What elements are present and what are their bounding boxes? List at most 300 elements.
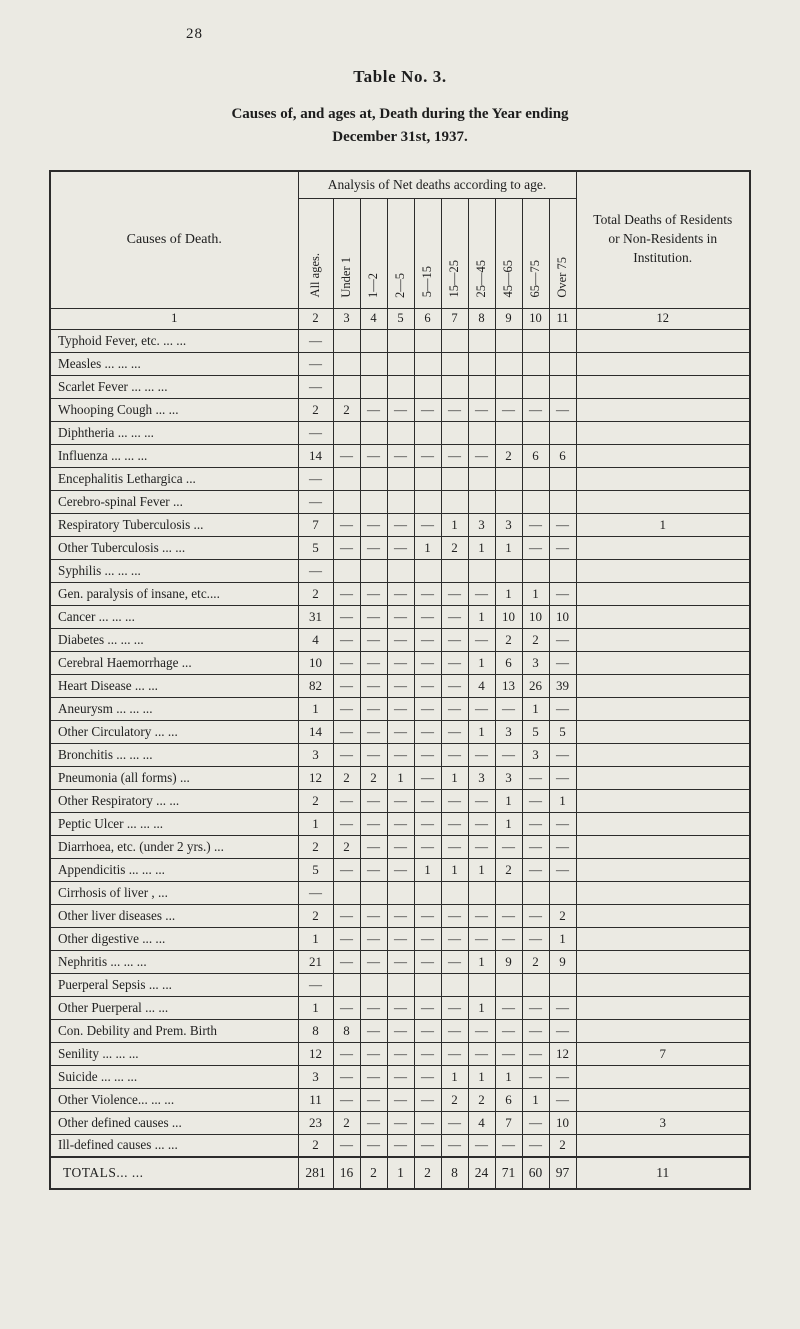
age-cell (441, 467, 468, 490)
age-cell (522, 329, 549, 352)
age-cell: — (298, 973, 333, 996)
age-cell: 21 (298, 950, 333, 973)
age-cell: 1 (468, 651, 495, 674)
age-cell: — (298, 329, 333, 352)
age-cell (549, 421, 576, 444)
age-cell: 71 (495, 1157, 522, 1189)
age-cell: — (360, 835, 387, 858)
cause-row (50, 812, 750, 835)
age-column-label: 15—25 (447, 260, 461, 298)
cause-row (50, 1065, 750, 1088)
column-number: 2 (298, 308, 333, 329)
cause-row (50, 835, 750, 858)
age-cell (360, 881, 387, 904)
age-cell: — (333, 927, 360, 950)
age-cell: 14 (298, 444, 333, 467)
age-cell: — (549, 1065, 576, 1088)
age-cell (333, 973, 360, 996)
age-cell (495, 421, 522, 444)
cause-name: Heart Disease ... ... (50, 674, 298, 697)
cause-row (50, 536, 750, 559)
age-cell: — (333, 444, 360, 467)
age-cell: 1 (549, 789, 576, 812)
age-cell: — (414, 513, 441, 536)
age-cell: — (495, 1042, 522, 1065)
age-cell: — (333, 743, 360, 766)
age-cell: 1 (522, 582, 549, 605)
age-column-label: 45—65 (501, 260, 515, 298)
age-column-label: 25—45 (474, 260, 488, 298)
age-cell: 1 (495, 1065, 522, 1088)
age-cell: — (414, 444, 441, 467)
age-cell: — (387, 582, 414, 605)
cause-row (50, 1019, 750, 1042)
age-cell: 1 (298, 927, 333, 950)
age-cell: — (549, 743, 576, 766)
age-cell: — (360, 1134, 387, 1157)
age-cell: — (387, 950, 414, 973)
age-cell (549, 559, 576, 582)
cause-name: Typhoid Fever, etc. ... ... (50, 329, 298, 352)
age-cell: — (522, 1019, 549, 1042)
age-cell (360, 329, 387, 352)
age-cell: 4 (468, 1111, 495, 1134)
age-cell: 5 (549, 720, 576, 743)
institution-total-cell (576, 467, 750, 490)
age-cell (468, 467, 495, 490)
age-cell: — (468, 927, 495, 950)
age-column-label: Under 1 (339, 257, 353, 298)
age-cell: — (360, 398, 387, 421)
age-cell: — (495, 996, 522, 1019)
age-cell: 82 (298, 674, 333, 697)
age-cell: — (333, 628, 360, 651)
institution-total-cell (576, 766, 750, 789)
age-cell: — (298, 490, 333, 513)
age-column-header (441, 198, 468, 308)
column-number: 10 (522, 308, 549, 329)
cause-row (50, 927, 750, 950)
age-cell: — (414, 605, 441, 628)
cause-row (50, 766, 750, 789)
age-cell: 2 (414, 1157, 441, 1189)
cause-name: Other Circulatory ... ... (50, 720, 298, 743)
age-cell: — (468, 812, 495, 835)
age-cell: — (522, 927, 549, 950)
age-cell: — (333, 697, 360, 720)
age-cell: 281 (298, 1157, 333, 1189)
age-cell: 10 (298, 651, 333, 674)
age-cell (441, 375, 468, 398)
age-cell: — (441, 743, 468, 766)
age-column-label: 1—2 (366, 272, 380, 298)
age-cell: — (360, 950, 387, 973)
age-cell (495, 559, 522, 582)
cause-name: Syphilis ... ... ... (50, 559, 298, 582)
cause-name: Senility ... ... ... (50, 1042, 298, 1065)
cause-row (50, 720, 750, 743)
age-cell: 1 (549, 927, 576, 950)
age-cell: — (522, 789, 549, 812)
institution-total-cell (576, 559, 750, 582)
age-cell: — (333, 582, 360, 605)
age-cell (522, 490, 549, 513)
age-cell (360, 421, 387, 444)
age-cell (387, 881, 414, 904)
age-cell: — (360, 444, 387, 467)
cause-row (50, 881, 750, 904)
age-cell: — (495, 835, 522, 858)
cause-name: Appendicitis ... ... ... (50, 858, 298, 881)
age-cell: 2 (298, 904, 333, 927)
age-cell: — (298, 559, 333, 582)
age-cell (441, 973, 468, 996)
age-cell (522, 467, 549, 490)
age-cell: 2 (360, 766, 387, 789)
age-cell: 2 (441, 1088, 468, 1111)
column-number: 6 (414, 308, 441, 329)
total-deaths-header: Total Deaths of Residents or Non-Residents in Institution. (576, 171, 750, 309)
institution-total-cell: 7 (576, 1042, 750, 1065)
cause-row (50, 559, 750, 582)
cause-name: Other Respiratory ... ... (50, 789, 298, 812)
age-cell: — (414, 651, 441, 674)
age-cell (387, 490, 414, 513)
institution-total-cell (576, 444, 750, 467)
age-cell: — (333, 651, 360, 674)
institution-total-cell (576, 674, 750, 697)
institution-total-cell (576, 973, 750, 996)
age-cell: — (333, 513, 360, 536)
age-cell: 1 (387, 766, 414, 789)
cause-row (50, 444, 750, 467)
age-cell: 1 (468, 858, 495, 881)
institution-total-cell: 3 (576, 1111, 750, 1134)
age-cell: 4 (298, 628, 333, 651)
age-cell (333, 881, 360, 904)
institution-total-cell (576, 375, 750, 398)
age-column-header (414, 198, 441, 308)
age-cell: — (387, 651, 414, 674)
age-cell: — (360, 605, 387, 628)
age-cell: — (387, 1065, 414, 1088)
age-cell: — (333, 720, 360, 743)
cause-row (50, 789, 750, 812)
age-cell: — (495, 927, 522, 950)
cause-name: Pneumonia (all forms) ... (50, 766, 298, 789)
column-number: 12 (576, 308, 750, 329)
cause-row (50, 973, 750, 996)
age-cell: — (333, 1134, 360, 1157)
age-column-label: 5—15 (420, 266, 434, 298)
age-cell: — (441, 789, 468, 812)
age-cell: — (298, 352, 333, 375)
age-cell: 3 (522, 651, 549, 674)
age-cell (468, 973, 495, 996)
age-cell: — (333, 1065, 360, 1088)
age-cell: 6 (522, 444, 549, 467)
age-cell: — (414, 812, 441, 835)
age-cell: 1 (468, 720, 495, 743)
age-cell: — (468, 789, 495, 812)
age-cell (441, 881, 468, 904)
age-cell: — (441, 1134, 468, 1157)
age-cell (387, 329, 414, 352)
age-cell: 3 (495, 766, 522, 789)
age-cell: — (414, 398, 441, 421)
age-column-header (360, 198, 387, 308)
age-column-header (549, 198, 576, 308)
age-cell: — (414, 628, 441, 651)
cause-row (50, 467, 750, 490)
age-cell: 2 (522, 628, 549, 651)
cause-row (50, 582, 750, 605)
age-cell: — (441, 927, 468, 950)
age-cell: — (522, 398, 549, 421)
age-cell: — (360, 996, 387, 1019)
age-cell: 9 (549, 950, 576, 973)
cause-name: Whooping Cough ... ... (50, 398, 298, 421)
age-cell: — (333, 605, 360, 628)
age-cell (495, 329, 522, 352)
age-cell: 3 (522, 743, 549, 766)
institution-total-cell (576, 352, 750, 375)
analysis-header: Analysis of Net deaths according to age. (298, 171, 576, 199)
age-cell: 6 (495, 1088, 522, 1111)
table-title: Table No. 3. (353, 67, 447, 86)
age-cell: — (360, 536, 387, 559)
column-number: 7 (441, 308, 468, 329)
age-cell (414, 329, 441, 352)
cause-name: Bronchitis ... ... ... (50, 743, 298, 766)
age-cell: — (414, 766, 441, 789)
cause-name: Other digestive ... ... (50, 927, 298, 950)
age-cell (495, 352, 522, 375)
age-cell: — (387, 1042, 414, 1065)
age-cell: — (468, 1019, 495, 1042)
age-cell: 1 (298, 697, 333, 720)
age-cell: 3 (298, 743, 333, 766)
age-cell: — (414, 743, 441, 766)
age-cell: — (522, 835, 549, 858)
cause-row (50, 352, 750, 375)
institution-total-cell (576, 789, 750, 812)
age-cell: — (441, 812, 468, 835)
age-cell (468, 559, 495, 582)
age-cell: — (360, 674, 387, 697)
age-cell (468, 352, 495, 375)
age-cell: — (441, 674, 468, 697)
institution-total-cell (576, 398, 750, 421)
cause-name: Ill-defined causes ... ... (50, 1134, 298, 1157)
cause-name: Influenza ... ... ... (50, 444, 298, 467)
age-cell: — (387, 835, 414, 858)
cause-name: Encephalitis Lethargica ... (50, 467, 298, 490)
cause-name: Gen. paralysis of insane, etc.... (50, 582, 298, 605)
age-cell: — (495, 904, 522, 927)
age-cell (387, 375, 414, 398)
cause-row (50, 996, 750, 1019)
age-cell: — (549, 812, 576, 835)
age-cell: — (360, 927, 387, 950)
age-cell (360, 559, 387, 582)
age-cell: — (522, 858, 549, 881)
age-cell: — (360, 651, 387, 674)
age-cell: — (441, 720, 468, 743)
age-cell: — (495, 743, 522, 766)
cause-name: Nephritis ... ... ... (50, 950, 298, 973)
age-column-header (522, 198, 549, 308)
age-cell (495, 467, 522, 490)
age-cell: — (360, 904, 387, 927)
age-cell: 8 (333, 1019, 360, 1042)
institution-total-cell: 1 (576, 513, 750, 536)
age-cell: — (387, 789, 414, 812)
age-cell (360, 352, 387, 375)
age-cell: — (441, 835, 468, 858)
age-cell: — (549, 1088, 576, 1111)
age-cell: — (468, 444, 495, 467)
age-cell: — (298, 467, 333, 490)
age-cell: — (333, 858, 360, 881)
age-cell: — (387, 858, 414, 881)
institution-total-cell (576, 720, 750, 743)
age-cell: — (414, 950, 441, 973)
age-cell: — (549, 697, 576, 720)
age-cell (549, 352, 576, 375)
age-cell (522, 375, 549, 398)
age-column-header (298, 198, 333, 308)
age-cell: — (333, 1042, 360, 1065)
age-cell (360, 973, 387, 996)
age-column-label: Over 75 (555, 257, 569, 298)
age-cell: — (522, 1111, 549, 1134)
age-cell: — (360, 858, 387, 881)
age-cell: — (495, 1019, 522, 1042)
cause-row (50, 513, 750, 536)
age-cell (468, 421, 495, 444)
age-cell (360, 467, 387, 490)
age-cell: 16 (333, 1157, 360, 1189)
age-column-header (387, 198, 414, 308)
age-cell: — (441, 697, 468, 720)
age-cell: 1 (468, 950, 495, 973)
age-cell: — (414, 835, 441, 858)
age-cell: — (333, 674, 360, 697)
institution-total-cell (576, 996, 750, 1019)
column-number: 8 (468, 308, 495, 329)
age-cell: — (441, 904, 468, 927)
totals-label: TOTALS... ... (50, 1157, 298, 1189)
age-column-header (495, 198, 522, 308)
age-cell: — (333, 1088, 360, 1111)
age-cell: 2 (495, 858, 522, 881)
age-cell: 2 (298, 398, 333, 421)
age-cell (468, 490, 495, 513)
age-cell: 1 (495, 789, 522, 812)
age-cell (387, 559, 414, 582)
age-cell (414, 559, 441, 582)
age-cell: 2 (298, 835, 333, 858)
age-cell: 2 (333, 766, 360, 789)
age-cell: 2 (298, 1134, 333, 1157)
age-cell: — (549, 996, 576, 1019)
age-cell (495, 973, 522, 996)
cause-row (50, 904, 750, 927)
age-cell (387, 352, 414, 375)
age-column-label: 2—5 (393, 272, 407, 298)
age-cell: 1 (522, 1088, 549, 1111)
age-cell: 1 (468, 605, 495, 628)
age-cell: — (414, 720, 441, 743)
age-cell: — (387, 697, 414, 720)
institution-total-cell (576, 628, 750, 651)
age-cell: — (549, 766, 576, 789)
cause-name: Cerebral Haemorrhage ... (50, 651, 298, 674)
institution-total-cell (576, 329, 750, 352)
age-cell: — (387, 536, 414, 559)
cause-name: Cerebro-spinal Fever ... (50, 490, 298, 513)
column-number-row (50, 308, 750, 329)
institution-total-cell (576, 904, 750, 927)
age-cell: 1 (298, 996, 333, 1019)
age-cell (441, 352, 468, 375)
age-cell (333, 490, 360, 513)
age-cell: — (522, 536, 549, 559)
age-cell: — (441, 950, 468, 973)
age-cell: — (441, 1111, 468, 1134)
age-cell: 10 (549, 605, 576, 628)
cause-name: Suicide ... ... ... (50, 1065, 298, 1088)
cause-row (50, 490, 750, 513)
age-cell: 2 (333, 835, 360, 858)
age-cell: — (468, 582, 495, 605)
age-cell: — (522, 996, 549, 1019)
cause-row (50, 858, 750, 881)
institution-total-cell (576, 421, 750, 444)
table-subtitle-line2: December 31st, 1937. (332, 129, 468, 146)
age-cell (549, 881, 576, 904)
age-cell: — (360, 1042, 387, 1065)
age-cell: — (333, 789, 360, 812)
page-number: 28 (186, 26, 203, 42)
age-cell: 2 (549, 1134, 576, 1157)
age-cell: 10 (549, 1111, 576, 1134)
cause-name: Puerperal Sepsis ... ... (50, 973, 298, 996)
age-cell: — (441, 1042, 468, 1065)
age-cell (333, 352, 360, 375)
age-cell: 2 (298, 582, 333, 605)
age-cell: 1 (495, 582, 522, 605)
age-cell (522, 881, 549, 904)
age-cell (468, 375, 495, 398)
age-cell: — (360, 789, 387, 812)
age-cell (522, 421, 549, 444)
age-cell: 2 (549, 904, 576, 927)
cause-name: Other defined causes ... (50, 1111, 298, 1134)
age-cell: — (414, 927, 441, 950)
cause-name: Cirrhosis of liver , ... (50, 881, 298, 904)
table-subtitle-line1: Causes of, and ages at, Death during the Year ending (231, 106, 569, 122)
cause-row (50, 398, 750, 421)
age-cell (522, 352, 549, 375)
age-cell (360, 490, 387, 513)
cause-name: Aneurysm ... ... ... (50, 697, 298, 720)
age-cell (414, 375, 441, 398)
institution-total-cell (576, 697, 750, 720)
cause-name: Peptic Ulcer ... ... ... (50, 812, 298, 835)
cause-name: Measles ... ... ... (50, 352, 298, 375)
